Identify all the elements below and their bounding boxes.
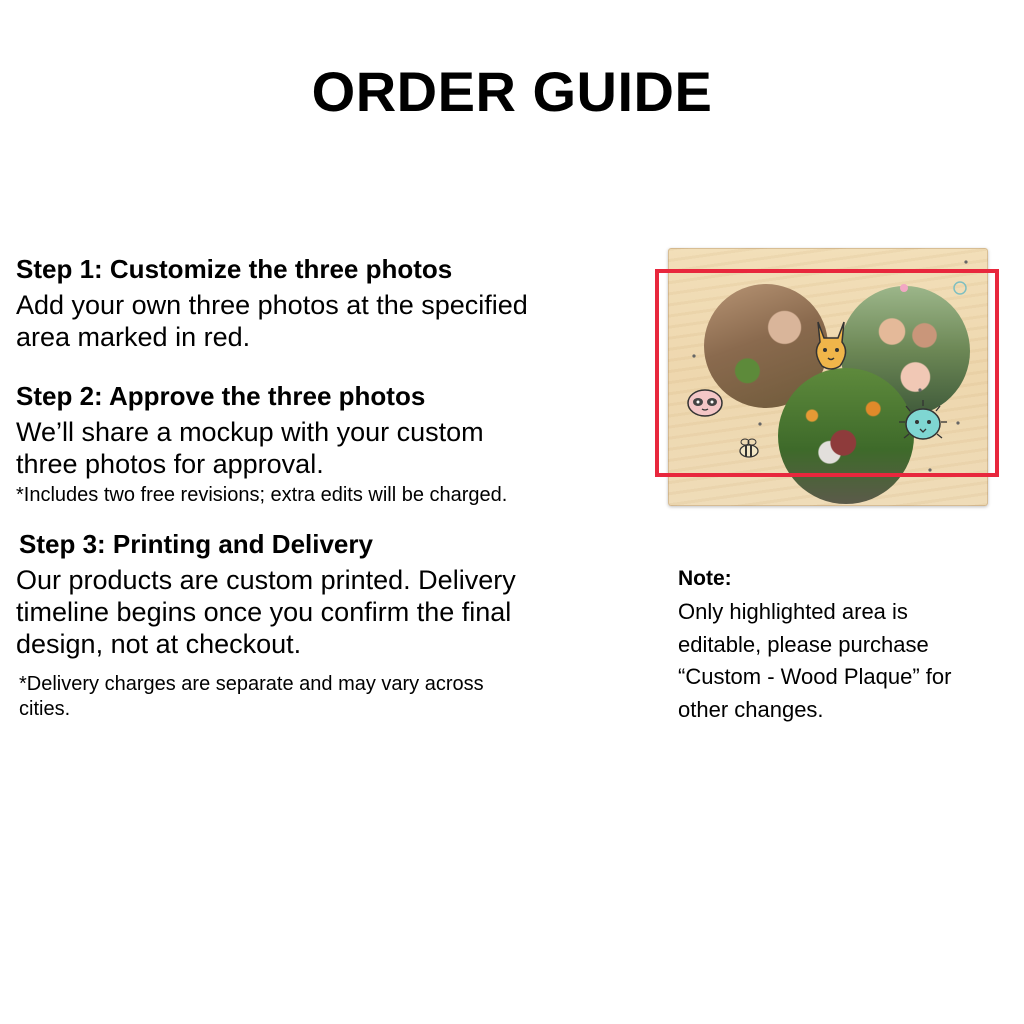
- step-2-body: [16, 416, 484, 480]
- step-3-footnote: [19, 672, 484, 722]
- step-3-footnote-line-1: *Delivery charges are separate and may vary across: [19, 673, 484, 695]
- step-2-line-2: three photos for approval.: [16, 449, 324, 479]
- product-image: [650, 240, 1010, 515]
- editable-area-highlight: [655, 269, 999, 477]
- note-title: Note:: [678, 567, 732, 590]
- note-line-1: Only highlighted area is: [678, 599, 908, 624]
- step-2-line-1: We’ll share a mockup with your custom: [16, 417, 484, 447]
- step-3-body: [16, 564, 516, 660]
- note-line-4: other changes.: [678, 696, 824, 722]
- page-title: ORDER GUIDE: [311, 60, 713, 123]
- step-3-footnote-line-2: cities.: [19, 698, 71, 720]
- step-3-line-2: timeline begins once you confirm the final: [16, 597, 512, 627]
- step-1-body: [16, 289, 528, 353]
- step-1-line-1: Add your own three photos at the specified: [16, 290, 528, 320]
- step-3-line-3: design, not at checkout.: [16, 629, 302, 659]
- step-2-footnote: *Includes two free revisions; extra edits will be charged.: [16, 484, 508, 506]
- note-body: [678, 596, 1008, 726]
- step-3-title: Step 3: Printing and Delivery: [19, 529, 373, 559]
- step-1-title: Step 1: Customize the three photos: [16, 254, 453, 284]
- step-3-line-1: Our products are custom printed. Delivery: [16, 565, 516, 595]
- step-2-title: Step 2: Approve the three photos: [16, 381, 426, 411]
- note-line-3: “Custom - Wood Plaque” for: [678, 664, 952, 689]
- note-line-2: editable, please purchase: [678, 631, 929, 657]
- step-1-line-2: area marked in red.: [16, 322, 251, 352]
